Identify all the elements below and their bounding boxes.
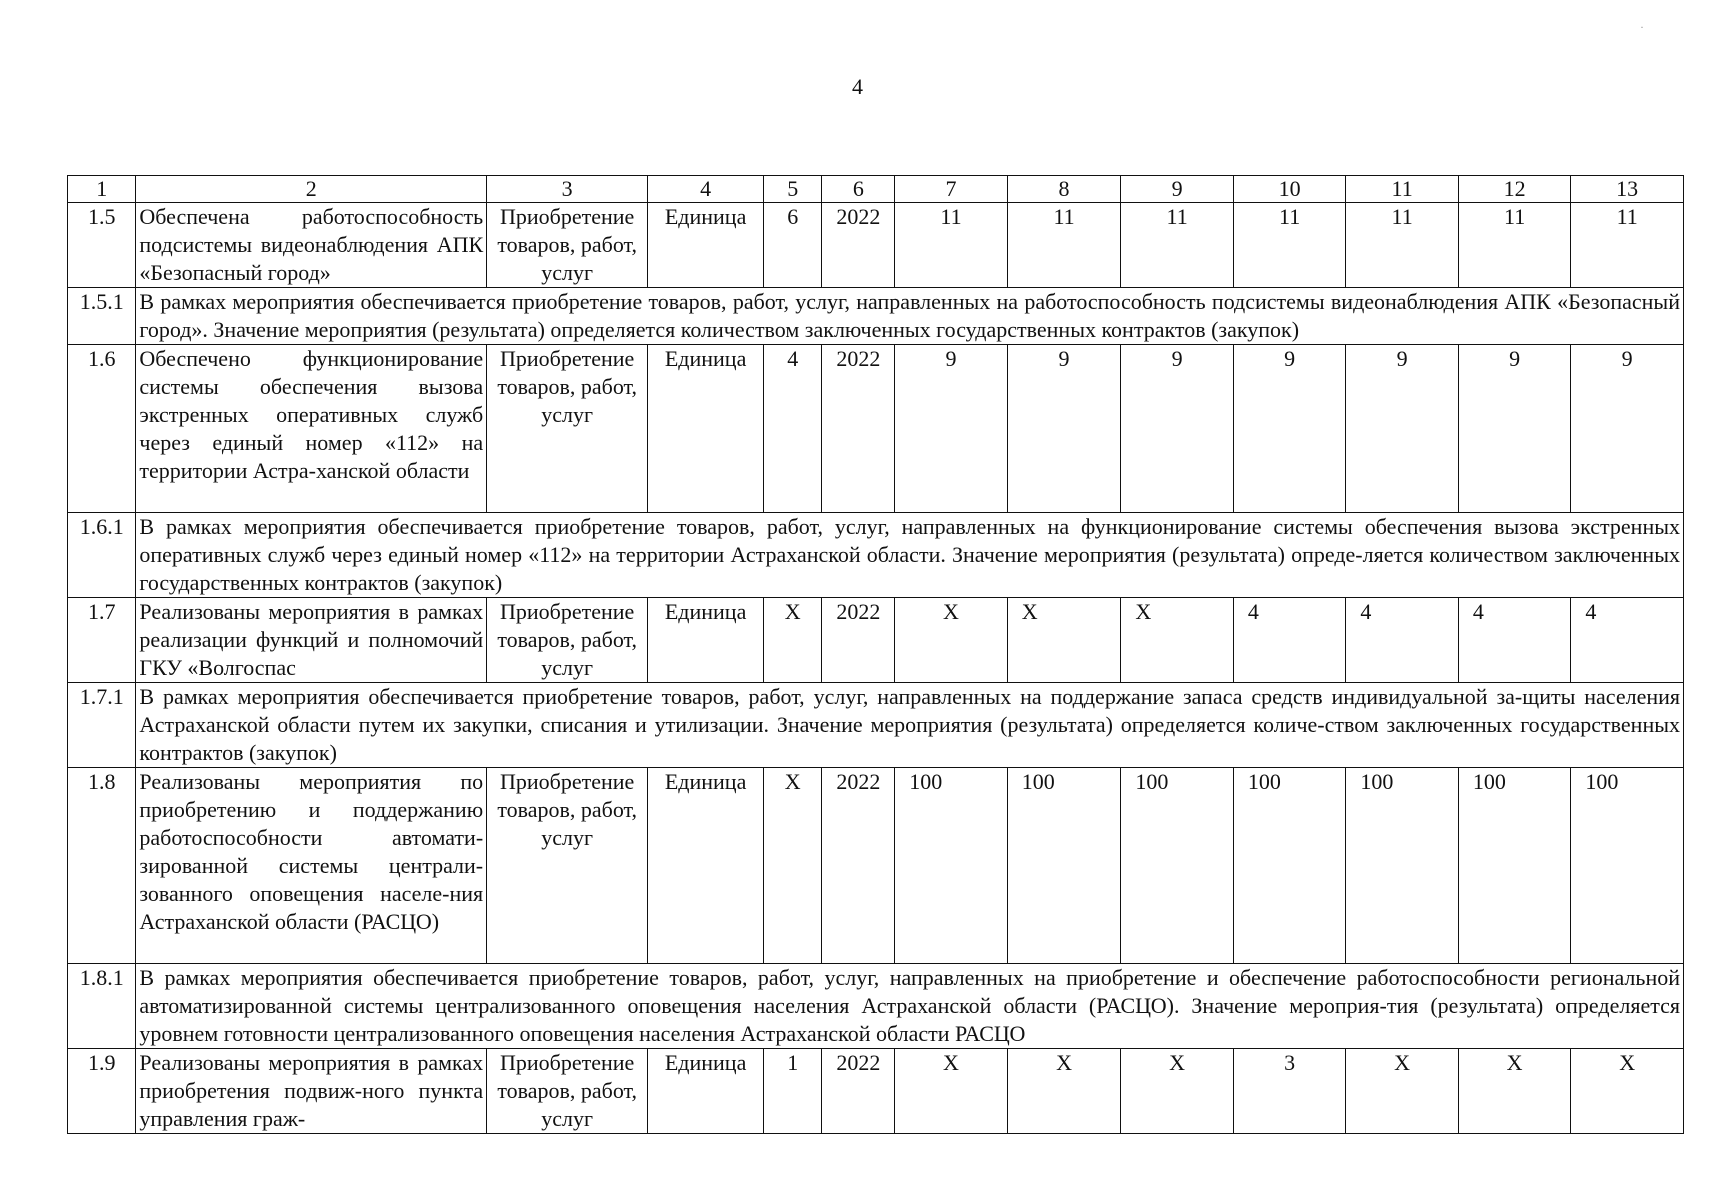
row-base-value: Х — [764, 598, 822, 683]
header-cell: 6 — [822, 176, 895, 203]
description-row — [68, 513, 1684, 598]
description-number: 1.8.1 — [68, 964, 136, 1049]
row-value: 9 — [1346, 345, 1459, 513]
table-row — [68, 345, 1684, 513]
row-number: 1.8 — [68, 768, 136, 964]
description-text: В рамках мероприятия обеспечивается приобретение товаров, работ, услуг, направленных на поддержание запаса средств индивидуальной за-щиты населения Астраханской области путем их закупки, списания и утилизации. Значение мероприятия (результата) определяется количе-ством заключенных государственных контрактов (закупок) — [136, 683, 1684, 768]
row-value: 9 — [1007, 345, 1121, 513]
row-value: 100 — [1233, 768, 1346, 964]
row-base-value: 4 — [764, 345, 822, 513]
row-value: 11 — [1007, 203, 1121, 288]
row-year: 2022 — [822, 768, 895, 964]
description-row — [68, 683, 1684, 768]
row-base-value: 1 — [764, 1049, 822, 1134]
row-type: Приобретение товаров, работ, услуг — [487, 1049, 648, 1134]
row-value: Х — [1121, 1049, 1234, 1134]
row-number: 1.6 — [68, 345, 136, 513]
row-unit: Единица — [648, 768, 764, 964]
header-cell: 5 — [764, 176, 822, 203]
row-year: 2022 — [822, 598, 895, 683]
row-value: 11 — [1346, 203, 1459, 288]
description-number: 1.6.1 — [68, 513, 136, 598]
row-value: 3 — [1233, 1049, 1346, 1134]
header-cell: 1 — [68, 176, 136, 203]
row-value: 9 — [895, 345, 1008, 513]
row-value: 9 — [1571, 345, 1684, 513]
header-cell: 2 — [136, 176, 487, 203]
row-number: 1.7 — [68, 598, 136, 683]
row-value: Х — [895, 1049, 1008, 1134]
row-number: 1.9 — [68, 1049, 136, 1134]
row-value: Х — [1458, 1049, 1571, 1134]
row-unit: Единица — [648, 203, 764, 288]
row-type: Приобретение товаров, работ, услуг — [487, 203, 648, 288]
row-value: 11 — [1121, 203, 1234, 288]
header-row — [68, 176, 1684, 203]
header-cell: 7 — [895, 176, 1008, 203]
row-year: 2022 — [822, 1049, 895, 1134]
description-text: В рамках мероприятия обеспечивается приобретение товаров, работ, услуг, направленных на функционирование системы обеспечения вызова экстренных оперативных служб через единый номер «112» на территории Астраханской области. Значение мероприятия (результата) опреде-ляется количеством заключенных государственных контрактов (закупок) — [136, 513, 1684, 598]
row-unit: Единица — [648, 598, 764, 683]
header-cell: 13 — [1571, 176, 1684, 203]
row-value: 4 — [1233, 598, 1346, 683]
row-year: 2022 — [822, 345, 895, 513]
row-value: 11 — [1233, 203, 1346, 288]
indicators-table — [67, 175, 1684, 1134]
row-type: Приобретение товаров, работ, услуг — [487, 345, 648, 513]
row-name: Обеспечено функционирование системы обеспечения вызова экстренных оперативных служб через единый номер «112» на территории Астра-ханской области — [136, 345, 487, 513]
row-type: Приобретение товаров, работ, услуг — [487, 598, 648, 683]
description-number: 1.7.1 — [68, 683, 136, 768]
row-value: 9 — [1233, 345, 1346, 513]
table-row — [68, 598, 1684, 683]
description-number: 1.5.1 — [68, 288, 136, 345]
row-unit: Единица — [648, 345, 764, 513]
row-value: Х — [1007, 598, 1121, 683]
header-cell: 8 — [1007, 176, 1121, 203]
table-row — [68, 1049, 1684, 1134]
row-value: 100 — [1458, 768, 1571, 964]
description-text: В рамках мероприятия обеспечивается приобретение товаров, работ, услуг, направленных на работоспособность подсистемы видеонаблюдения АПК «Безопасный город». Значение мероприятия (результата) определяется количеством заключенных государственных контрактов (закупок) — [136, 288, 1684, 345]
row-value: Х — [1346, 1049, 1459, 1134]
row-value: 11 — [1458, 203, 1571, 288]
row-value: 4 — [1346, 598, 1459, 683]
row-value: 11 — [1571, 203, 1684, 288]
scan-mark: · — [1640, 20, 1644, 34]
description-row — [68, 964, 1684, 1049]
header-cell: 10 — [1233, 176, 1346, 203]
row-base-value: Х — [764, 768, 822, 964]
row-value: 100 — [1346, 768, 1459, 964]
row-base-value: 6 — [764, 203, 822, 288]
row-name: Обеспечена работоспособность подсистемы видеонаблюдения АПК «Безопасный город» — [136, 203, 487, 288]
row-value: Х — [1571, 1049, 1684, 1134]
row-value: Х — [895, 598, 1008, 683]
row-type: Приобретение товаров, работ, услуг — [487, 768, 648, 964]
row-value: 100 — [1007, 768, 1121, 964]
row-value: 4 — [1571, 598, 1684, 683]
row-value: 9 — [1458, 345, 1571, 513]
row-name: Реализованы мероприятия по приобретению и поддержанию работоспособности автомати-зированной системы централи-зованного оповещения населе-ния Астраханской области (РАСЦО) — [136, 768, 487, 964]
row-value: 100 — [1121, 768, 1234, 964]
table-row — [68, 768, 1684, 964]
row-value: 100 — [895, 768, 1008, 964]
row-value: Х — [1121, 598, 1234, 683]
row-unit: Единица — [648, 1049, 764, 1134]
header-cell: 9 — [1121, 176, 1234, 203]
table-row — [68, 203, 1684, 288]
row-value: 100 — [1571, 768, 1684, 964]
row-number: 1.5 — [68, 203, 136, 288]
row-value: Х — [1007, 1049, 1121, 1134]
row-year: 2022 — [822, 203, 895, 288]
row-value: 4 — [1458, 598, 1571, 683]
header-cell: 4 — [648, 176, 764, 203]
row-name: Реализованы мероприятия в рамках реализации функций и полномочий ГКУ «Волгоспас — [136, 598, 487, 683]
row-value: 11 — [895, 203, 1008, 288]
description-row — [68, 288, 1684, 345]
page-number: 4 — [852, 74, 863, 99]
header-cell: 3 — [487, 176, 648, 203]
header-cell: 11 — [1346, 176, 1459, 203]
header-cell: 12 — [1458, 176, 1571, 203]
description-text: В рамках мероприятия обеспечивается приобретение товаров, работ, услуг, направленных на приобретение и обеспечение работоспособности региональной автоматизированной системы централизованного оповещения населения Астраханской области (РАСЦО). Значение мероприя-тия (результата) определяется уровнем готовности централизованного оповещения населения Астраханской области РАСЦО — [136, 964, 1684, 1049]
row-name: Реализованы мероприятия в рамках приобретения подвиж-ного пункта управления граж- — [136, 1049, 487, 1134]
row-value: 9 — [1121, 345, 1234, 513]
